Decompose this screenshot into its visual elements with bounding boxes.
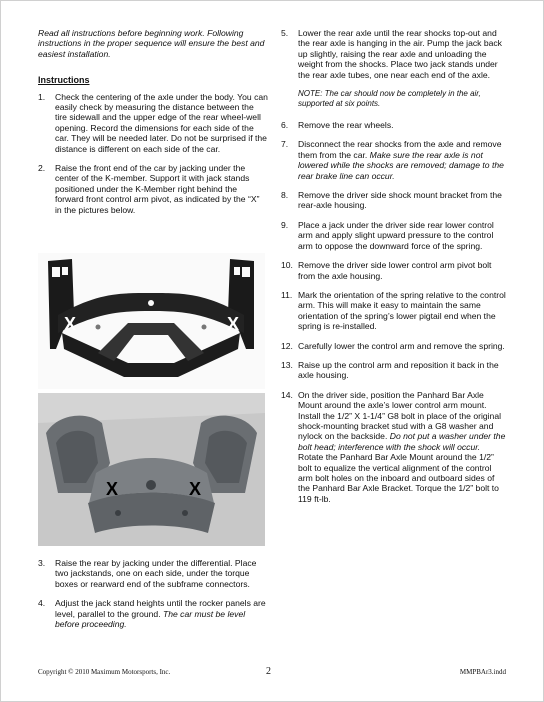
step-text-main: On the driver side, position the Panhard Bar Axle Mount around the axle’s lower control arm mount. Install the 1/2” X 1-1/4” G8 bolt in place of the original shock-mounting bracket stud with a G8 washer and nylock on the backside. <box>298 389 502 442</box>
step-text: Mark the orientation of the spring relative to the control arm. This will make it easy to maintain the same orientation of the spring’s lower pigtail end when the spring is re-installed. <box>298 289 506 332</box>
step-5 <box>281 28 507 80</box>
step-number: 8. <box>281 190 289 201</box>
footer-filename: MMPBAr3.indd <box>459 668 506 676</box>
step-text <box>55 598 268 629</box>
k-member-image <box>38 253 265 389</box>
k-member-photo <box>38 253 265 389</box>
step-10 <box>281 260 507 281</box>
step-number: 13. <box>281 359 293 370</box>
step-12 <box>281 341 507 351</box>
footer-copyright: Copyright © 2010 Maximum Motorsports, Inc. <box>38 668 171 676</box>
step-text: Remove the driver side lower control arm pivot bolt from the axle housing. <box>298 260 492 281</box>
step-8 <box>281 190 507 211</box>
jack-point-marker-left: X <box>106 479 119 499</box>
step-3 <box>38 558 268 589</box>
left-column <box>38 28 268 224</box>
underside-photo <box>38 393 265 546</box>
step-text: Check the centering of the axle under the body. You can easily check by measuring the distance between the tire sidewall and the upper edge of the rear wheel-well opening. Record the dimensions for each side of the car. They will be needed later. Do not be surprised if the distance is different on each side of the car. <box>55 91 268 154</box>
step-number: 9. <box>281 219 289 230</box>
step-number: 2. <box>38 163 46 174</box>
step-14 <box>281 390 507 504</box>
step-number: 4. <box>38 598 46 609</box>
note-text: NOTE: The car should now be completely in the air, supported at six points. <box>298 89 481 109</box>
step-text: Raise up the control arm and reposition it back in the axle housing. <box>298 359 499 381</box>
step-number: 7. <box>281 139 289 150</box>
step-text <box>298 390 507 504</box>
step-text: Remove the rear wheels. <box>298 120 394 131</box>
step-text: Carefully lower the control arm and remove the spring. <box>298 340 505 351</box>
instructions-heading: Instructions <box>38 75 90 86</box>
step-6 <box>281 120 507 130</box>
left-column-lower <box>38 558 268 638</box>
step-number: 10. <box>281 260 293 271</box>
step-9 <box>281 220 507 251</box>
step-7 <box>281 139 507 181</box>
intro-text: Read all instructions before beginning work. Following instructions in the proper sequence will ensure the best and easiest installation. <box>38 28 265 59</box>
step-text-continued: Rotate the Panhard Bar Axle Mount around the 1/2” bolt to equalize the vertical alignment of the control arm bolt holes on the inboard and outboard sides of the Panhard Bar Axle Bracket. Torque the 1/2” bolt to 119 ft-lb. <box>298 452 499 504</box>
step-text: Lower the rear axle until the rear shocks top-out and the rear axle is hanging in the air. Pump the jack back up slightly, raising the rear axle and unloading the weight from the shocks. Place two jack stands under the rear axle tubes, one near each end of the axle. <box>298 28 502 80</box>
step-11 <box>281 290 507 332</box>
step-number: 12. <box>281 340 293 351</box>
step-2 <box>38 163 268 215</box>
page-footer <box>38 668 506 682</box>
right-column <box>281 28 507 513</box>
step-number: 11. <box>281 289 293 300</box>
step-13 <box>281 360 507 381</box>
step-text-main: Adjust the jack stand heights until the rocker panels are level, parallel to the ground. <box>55 598 266 619</box>
jack-point-marker-right: X <box>227 314 240 334</box>
step-text-main: Disconnect the rear shocks from the axle and remove them from the car. <box>298 139 502 160</box>
jack-point-marker-left: X <box>64 314 77 334</box>
step-number: 14. <box>281 389 293 400</box>
step-text-emphasis: The car must be level before proceeding. <box>55 608 246 630</box>
step-number: 6. <box>281 120 289 131</box>
step-4 <box>38 598 268 629</box>
step-text: Place a jack under the driver side rear lower control arm and apply slight upward pressure to the control arm to oppose the downward force of the spring. <box>298 219 494 251</box>
step-number: 1. <box>38 91 46 102</box>
page-number: 2 <box>266 666 271 677</box>
step-text: Raise the front end of the car by jacking under the center of the K-member. Support it with jack stands positioned under the K-Member right behind the forward front control arm pivot, as indicated by the “X” in the pictures below. <box>55 163 260 215</box>
step-1 <box>38 92 268 154</box>
step-text: Remove the driver side shock mount bracket from the rear-axle housing. <box>298 190 502 211</box>
underside-image <box>38 393 265 546</box>
step-text-emphasis: Do not put a washer under the bolt head; interference with the shock will occur. <box>298 431 506 452</box>
step-number: 3. <box>38 558 46 568</box>
step-text: Raise the rear by jacking under the differential. Place two jackstands, one on each side, under the torque boxes or rearward end of the subframe connectors. <box>55 558 257 589</box>
step-text-emphasis: Make sure the rear axle is not lowered while the shocks are removed; damage to the rear brake line can occur. <box>298 149 504 181</box>
step-number: 5. <box>281 28 289 38</box>
step-text <box>298 139 507 181</box>
jack-point-marker-right: X <box>189 479 202 499</box>
